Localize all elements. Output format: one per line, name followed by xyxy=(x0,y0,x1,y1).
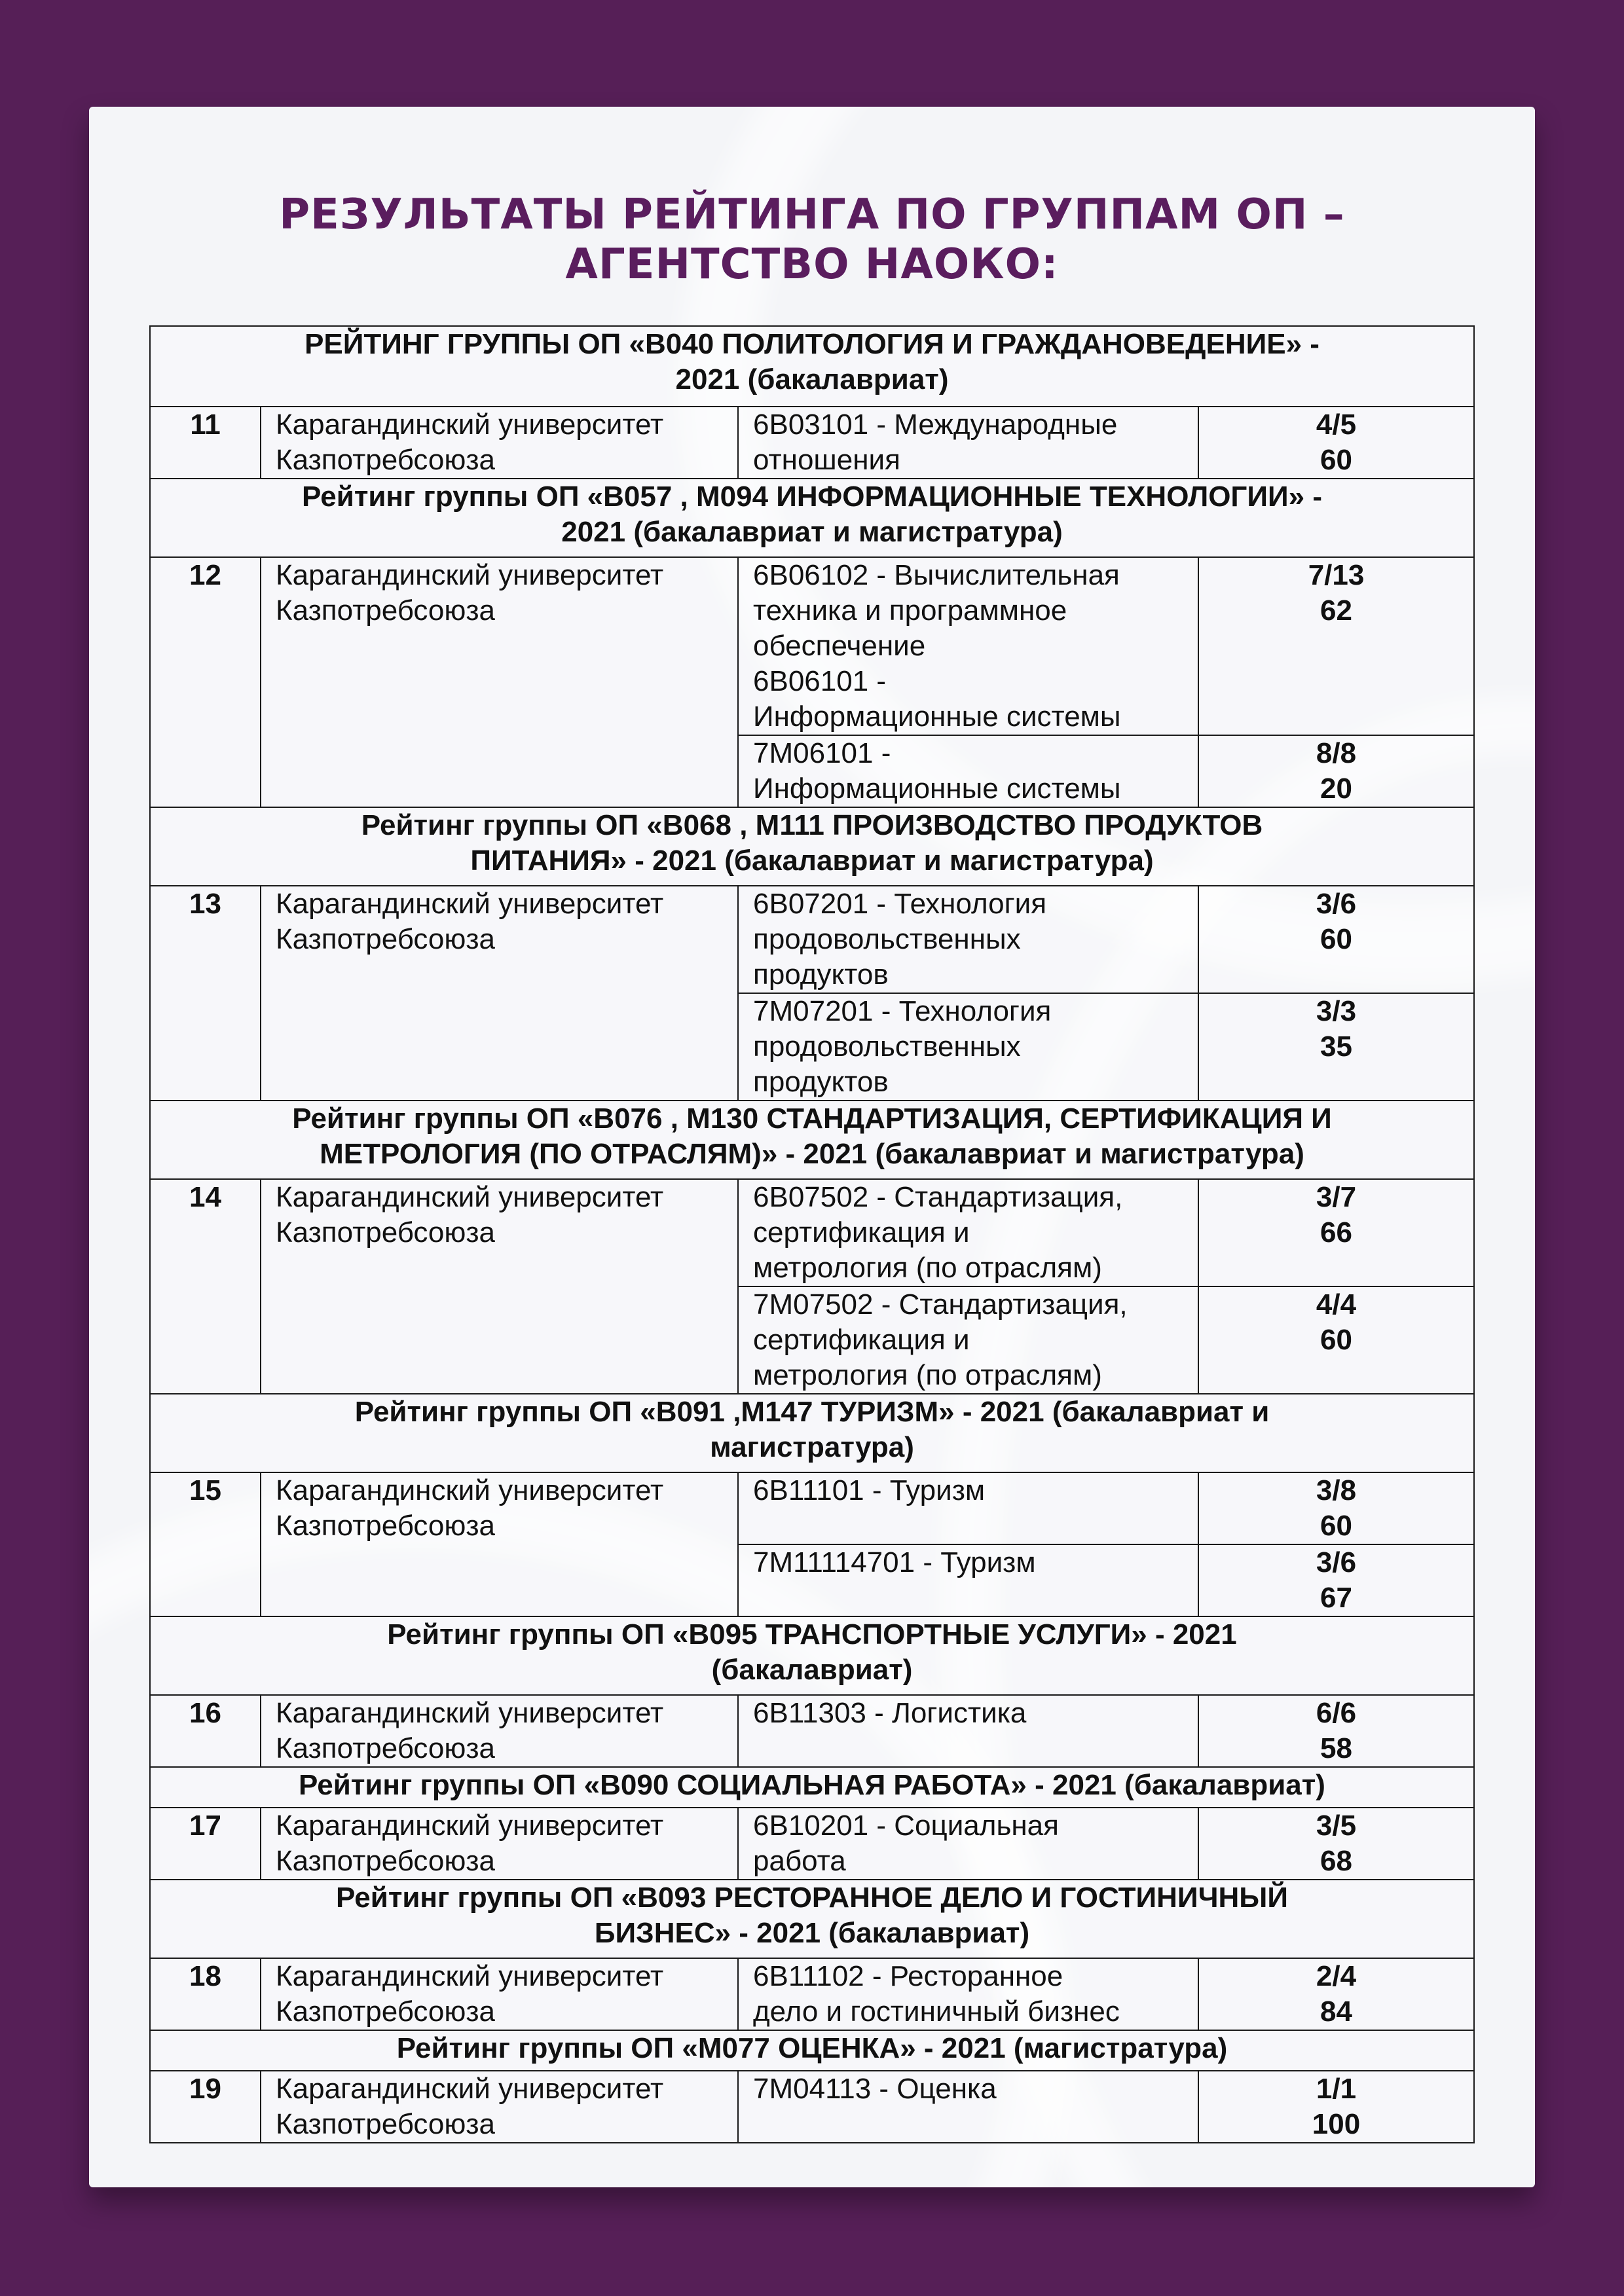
document-card xyxy=(89,107,1535,2187)
rank-number: 16 xyxy=(150,1695,261,1767)
table-row xyxy=(150,1958,1474,2030)
table-row xyxy=(150,1695,1474,1767)
rating-score: 8/8 20 xyxy=(1198,735,1474,807)
group-header-row xyxy=(150,2030,1474,2071)
program-name: 6В07502 - Стандартизация, сертификация и метрология (по отраслям) xyxy=(738,1179,1198,1286)
table-row xyxy=(150,1472,1474,1544)
rating-score: 4/4 60 xyxy=(1198,1286,1474,1394)
program-name: 6В11102 - Ресторанное дело и гостиничный бизнес xyxy=(738,1958,1198,2030)
group-header: Рейтинг группы ОП «В068 , М111 ПРОИЗВОДСТВО ПРОДУКТОВ ПИТАНИЯ» - 2021 (бакалавриат и магистратура) xyxy=(150,807,1474,886)
group-header-row xyxy=(150,326,1474,407)
program-name: 7М07201 - Технология продовольственных продуктов xyxy=(738,993,1198,1101)
table-row xyxy=(150,407,1474,479)
rank-number: 13 xyxy=(150,886,261,1101)
university-name: Карагандинский университет Казпотребсоюза xyxy=(261,886,738,1101)
rank-number: 11 xyxy=(150,407,261,479)
university-name: Карагандинский университет Казпотребсоюза xyxy=(261,1958,738,2030)
rating-score: 6/6 58 xyxy=(1198,1695,1474,1767)
university-name: Карагандинский университет Казпотребсоюза xyxy=(261,1695,738,1767)
group-header-row xyxy=(150,1616,1474,1695)
group-header-row xyxy=(150,1394,1474,1472)
program-name: 6В10201 - Социальная работа xyxy=(738,1808,1198,1880)
group-header: Рейтинг группы ОП «В090 СОЦИАЛЬНАЯ РАБОТА» - 2021 (бакалавриат) xyxy=(150,1767,1474,1808)
program-name: 7М11114701 - Туризм xyxy=(738,1544,1198,1616)
rating-score: 3/6 60 xyxy=(1198,886,1474,993)
rating-score: 1/1 100 xyxy=(1198,2071,1474,2143)
table-row xyxy=(150,886,1474,993)
group-header-row xyxy=(150,1767,1474,1808)
program-name: 7М04113 - Оценка xyxy=(738,2071,1198,2143)
page-title xyxy=(89,190,1535,289)
rating-score: 7/13 62 xyxy=(1198,557,1474,735)
group-header-row xyxy=(150,807,1474,886)
university-name: Карагандинский университет Казпотребсоюза xyxy=(261,407,738,479)
program-name: 6В11303 - Логистика xyxy=(738,1695,1198,1767)
program-name: 6В07201 - Технология продовольственных продуктов xyxy=(738,886,1198,993)
table-row xyxy=(150,1808,1474,1880)
rank-number: 17 xyxy=(150,1808,261,1880)
group-header: Рейтинг группы ОП «В057 , М094 ИНФОРМАЦИОННЫЕ ТЕХНОЛОГИИ» - 2021 (бакалавриат и магистратура) xyxy=(150,479,1474,557)
rank-number: 18 xyxy=(150,1958,261,2030)
program-name: 6В11101 - Туризм xyxy=(738,1472,1198,1544)
university-name: Карагандинский университет Казпотребсоюза xyxy=(261,1808,738,1880)
rank-number: 15 xyxy=(150,1472,261,1616)
rating-score: 3/8 60 xyxy=(1198,1472,1474,1544)
group-header: Рейтинг группы ОП «В095 ТРАНСПОРТНЫЕ УСЛУГИ» - 2021 (бакалавриат) xyxy=(150,1616,1474,1695)
university-name: Карагандинский университет Казпотребсоюза xyxy=(261,557,738,807)
university-name: Карагандинский университет Казпотребсоюза xyxy=(261,2071,738,2143)
table-row xyxy=(150,557,1474,735)
university-name: Карагандинский университет Казпотребсоюза xyxy=(261,1179,738,1394)
rank-number: 19 xyxy=(150,2071,261,2143)
program-name: 6В06102 - Вычислительная техника и программное обеспечение 6В06101 - Информационные системы xyxy=(738,557,1198,735)
table-row xyxy=(150,1179,1474,1286)
group-header-row xyxy=(150,1101,1474,1179)
group-header: Рейтинг группы ОП «М077 ОЦЕНКА» - 2021 (магистратура) xyxy=(150,2030,1474,2071)
program-name: 6В03101 - Международные отношения xyxy=(738,407,1198,479)
program-name: 7М06101 - Информационные системы xyxy=(738,735,1198,807)
rating-score: 3/6 67 xyxy=(1198,1544,1474,1616)
page-title-line: АГЕНТСТВО НАОКО: xyxy=(565,240,1059,289)
group-header: Рейтинг группы ОП «В093 РЕСТОРАННОЕ ДЕЛО И ГОСТИНИЧНЫЙ БИЗНЕС» - 2021 (бакалавриат) xyxy=(150,1880,1474,1958)
rating-score: 4/5 60 xyxy=(1198,407,1474,479)
group-header-row xyxy=(150,1880,1474,1958)
group-header: РЕЙТИНГ ГРУППЫ ОП «В040 ПОЛИТОЛОГИЯ И ГРАЖДАНОВЕДЕНИЕ» - 2021 (бакалавриат) xyxy=(150,326,1474,407)
page-title-line: РЕЗУЛЬТАТЫ РЕЙТИНГА ПО ГРУППАМ ОП – xyxy=(279,191,1345,239)
table-row xyxy=(150,2071,1474,2143)
rating-score: 3/7 66 xyxy=(1198,1179,1474,1286)
rank-number: 12 xyxy=(150,557,261,807)
rating-score: 2/4 84 xyxy=(1198,1958,1474,2030)
rating-table xyxy=(149,325,1475,2143)
rating-score: 3/3 35 xyxy=(1198,993,1474,1101)
program-name: 7М07502 - Стандартизация, сертификация и метрология (по отраслям) xyxy=(738,1286,1198,1394)
group-header-row xyxy=(150,479,1474,557)
university-name: Карагандинский университет Казпотребсоюза xyxy=(261,1472,738,1616)
group-header: Рейтинг группы ОП «В091 ,М147 ТУРИЗМ» - 2021 (бакалавриат и магистратура) xyxy=(150,1394,1474,1472)
rank-number: 14 xyxy=(150,1179,261,1394)
group-header: Рейтинг группы ОП «В076 , М130 СТАНДАРТИЗАЦИЯ, СЕРТИФИКАЦИЯ И МЕТРОЛОГИЯ (ПО ОТРАСЛЯМ)» - 2021 (бакалавриат и магистратура) xyxy=(150,1101,1474,1179)
rating-score: 3/5 68 xyxy=(1198,1808,1474,1880)
